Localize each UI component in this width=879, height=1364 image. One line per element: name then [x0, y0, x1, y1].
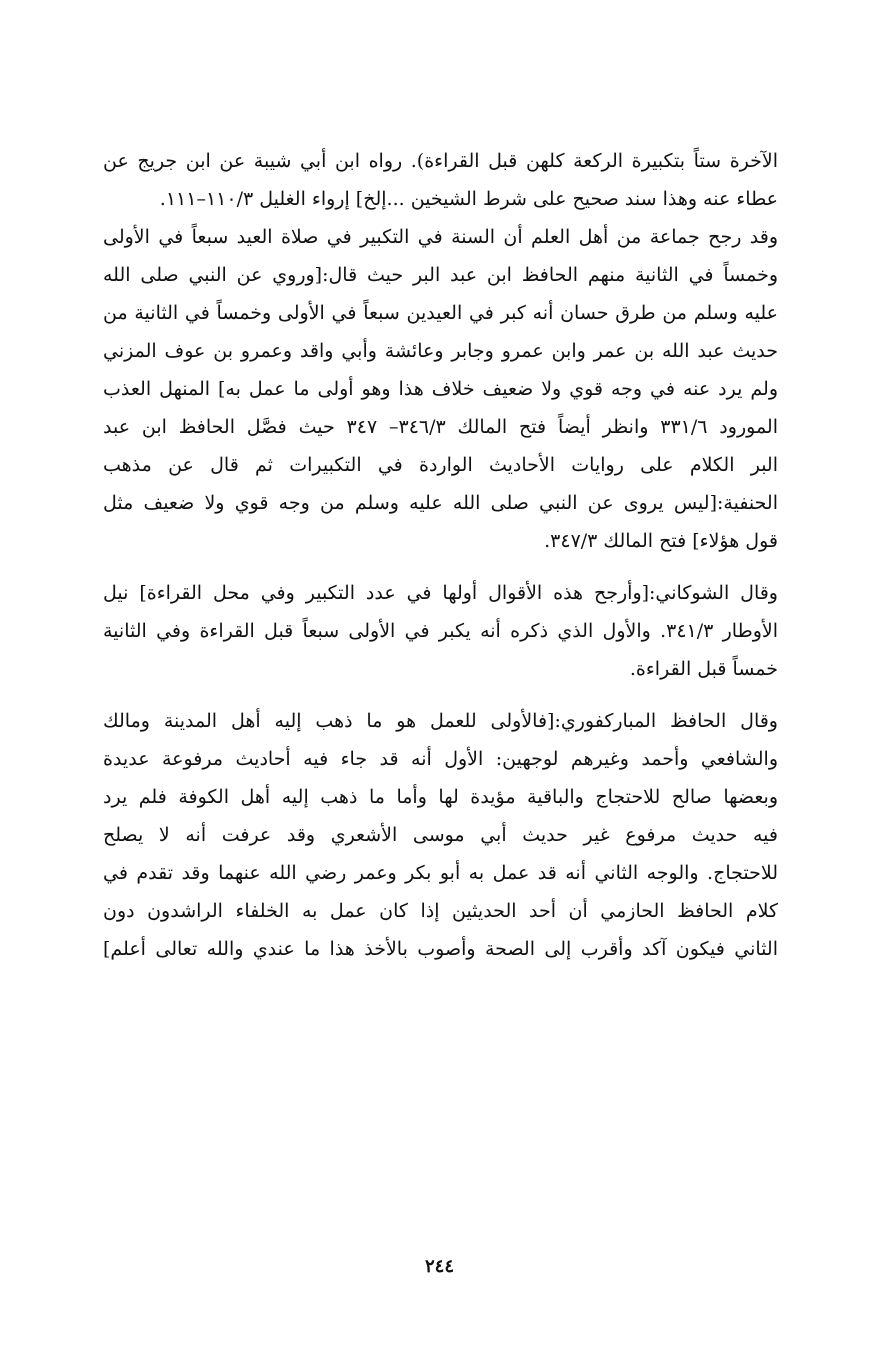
text-line: قول هؤلاء] فتح المالك ٣٤٧/٣.: [544, 530, 778, 552]
paragraph: [103, 574, 778, 688]
text-line: عطاء عنه وهذا سند صحيح على شرط الشيخين ...إلخ] إرواء الغليل ١١٠/٣–١١١.: [159, 188, 778, 210]
text-line: عليه وسلم من طرق حسان أنه كبر في العيدين سبعاً في الأولى وخمساً في الثانية من: [103, 302, 778, 324]
text-line: ولم يرد عنه في وجه قوي ولا ضعيف خلاف هذا وهو أولى ما عمل به] المنهل العذب: [103, 378, 778, 400]
paragraph: [103, 142, 778, 218]
text-line: وخمساً في الثانية منهم الحافظ ابن عبد البر حيث قال:[وروي عن النبي صلى الله: [103, 264, 778, 286]
text-line: الثاني فيكون آكد وأقرب إلى الصحة وأصوب بالأخذ هذا ما عندي والله تعالى أعلم]: [103, 938, 778, 960]
text-line: البر الكلام على روايات الأحاديث الواردة في التكبيرات ثم قال عن مذهب: [103, 454, 778, 476]
text-line: كلام الحافظ الحازمي أن أحد الحديثين إذا كان عمل به الخلفاء الراشدون دون: [103, 900, 778, 922]
text-line: وقد رجح جماعة من أهل العلم أن السنة في التكبير في صلاة العيد سبعاً في الأولى: [103, 226, 778, 248]
text-line: وبعضها صالح للاحتجاج والباقية مؤيدة لها وأما ما ذهب إليه أهل الكوفة فلم يرد: [103, 786, 778, 808]
page-number: ٢٤٤: [424, 1256, 454, 1277]
text-line: الحنفية:[ليس يروى عن النبي صلى الله عليه وسلم من وجه قوي ولا ضعيف مثل: [103, 492, 778, 514]
text-line: الأوطار ٣٤١/٣. والأول الذي ذكره أنه يكبر في الأولى سبعاً قبل القراءة وفي الثانية: [103, 620, 778, 642]
body-text: [103, 142, 778, 968]
text-line: فيه حديث مرفوع غير حديث أبي موسى الأشعري وقد عرفت أنه لا يصلح: [103, 824, 778, 846]
text-line: وقال الحافظ المباركفوري:[فالأولى للعمل هو ما ذهب إليه أهل المدينة ومالك: [103, 710, 778, 732]
text-line: والشافعي وأحمد وغيرهم لوجهين: الأول أنه قد جاء فيه أحاديث مرفوعة عديدة: [103, 748, 778, 770]
text-line: حديث عبد الله بن عمر وابن عمرو وجابر وعائشة وأبي واقد وعمرو بن عوف المزني: [103, 340, 778, 362]
text-line: وقال الشوكاني:[وأرجح هذه الأقوال أولها في عدد التكبير وفي محل القراءة] نيل: [103, 582, 778, 604]
text-line: المورود ٣٣١/٦ وانظر أيضاً فتح المالك ٣٤٦/٣– ٣٤٧ حيث فصَّل الحافظ ابن عبد: [103, 416, 778, 438]
text-line: الآخرة ستاً بتكبيرة الركعة كلهن قبل القراءة). رواه ابن أبي شيبة عن ابن جريج عن: [103, 150, 778, 172]
text-line: خمساً قبل القراءة.: [629, 658, 778, 680]
paragraph: [103, 702, 778, 968]
paragraph: [103, 218, 778, 560]
text-line: للاحتجاج. والوجه الثاني أنه قد عمل به أبو بكر وعمر رضي الله عنهما وقد تقدم في: [103, 862, 778, 884]
